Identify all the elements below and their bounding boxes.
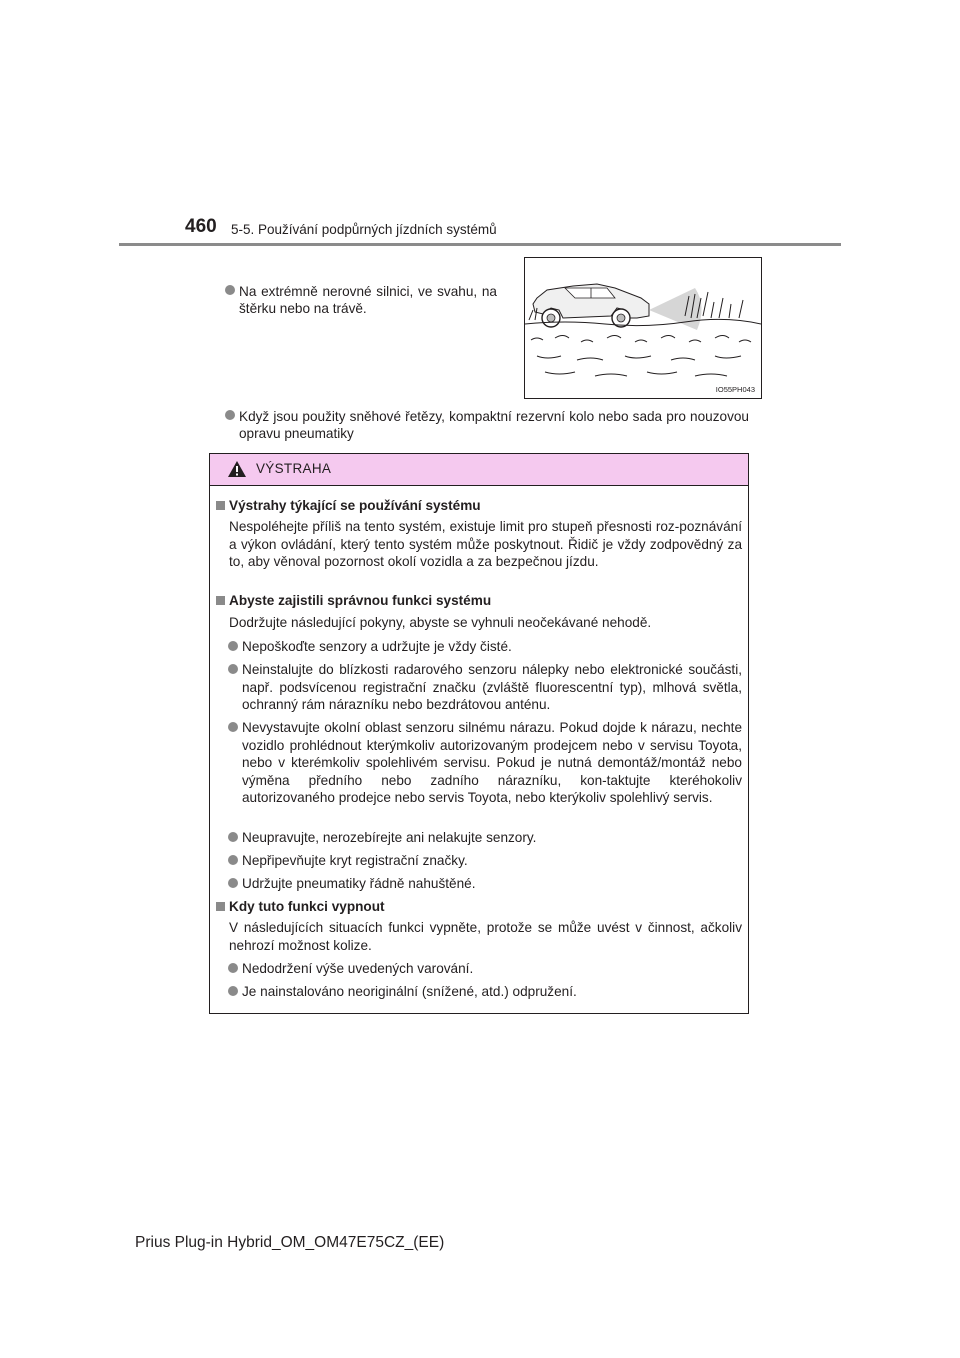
square-bullet-icon bbox=[216, 501, 225, 510]
bullet-icon bbox=[228, 986, 238, 996]
section-paragraph: Nespoléhejte příliš na tento systém, existuje limit pro stupeň přesnosti roz-poznávání a výkon ovládání, který tento systém může poskytnout. Řidič je vždy zodpovědný za to, aby věnoval pozornost okolí vozidla a za bezpečnou jízdu. bbox=[229, 519, 742, 570]
bullet-icon bbox=[228, 641, 238, 651]
bullet-icon bbox=[228, 832, 238, 842]
bullet-icon bbox=[225, 285, 235, 295]
square-bullet-icon bbox=[216, 596, 225, 605]
section-title: 5-5. Používání podpůrných jízdních systémů bbox=[231, 222, 497, 237]
bullet-icon bbox=[228, 878, 238, 888]
page-number: 460 bbox=[185, 216, 217, 237]
list-item: Nepoškoďte senzory a udržujte je vždy čisté. bbox=[228, 638, 742, 656]
bullet-icon bbox=[225, 410, 235, 420]
document-footer: Prius Plug-in Hybrid_OM_OM47E75CZ_(EE) bbox=[135, 1234, 445, 1251]
bullet-icon bbox=[228, 963, 238, 973]
section-heading: Abyste zajistili správnou funkci systému bbox=[216, 593, 491, 608]
bullet-icon bbox=[228, 722, 238, 732]
warning-box bbox=[209, 453, 749, 1014]
section-heading: Výstrahy týkající se používání systému bbox=[216, 498, 481, 513]
header-divider bbox=[119, 243, 841, 246]
list-item: Nedodržení výše uvedených varování. bbox=[228, 960, 742, 978]
illustration-code: IO55PH043 bbox=[715, 385, 755, 394]
warning-header bbox=[210, 454, 748, 486]
list-item: Nevystavujte okolní oblast senzoru silnému nárazu. Pokud dojde k nárazu, nechte vozidlo prohlédnout kterýmkoliv autorizovaným prodejcem nebo v servisu Toyota, nebo v kterémkoliv spolehlivém servisu. Pokud je nutná demontáž/montáž nebo výměna předního nebo zadního nárazníku, kon-taktujte kteréhokoliv autorizovaného prodejce nebo servis Toyota, nebo kterýkoliv spolehlivý servis. bbox=[228, 719, 742, 807]
bullet-text: Když jsou použity sněhové řetězy, kompaktní rezervní kolo nebo sada pro nouzovou opravu pneumatiky bbox=[239, 409, 749, 441]
bullet-text: Na extrémně nerovné silnici, ve svahu, na štěrku nebo na trávě. bbox=[239, 284, 497, 316]
section-heading: Kdy tuto funkci vypnout bbox=[216, 899, 385, 914]
warning-title: VÝSTRAHA bbox=[256, 461, 332, 476]
bullet-icon bbox=[228, 664, 238, 674]
bullet-icon bbox=[228, 855, 238, 865]
section-paragraph: V následujících situacích funkci vypněte, protože se může uvést v činnost, ačkoliv nehrozí možnost kolize. bbox=[229, 920, 742, 953]
list-item: Neupravujte, nerozebírejte ani nelakujte senzory. bbox=[228, 829, 742, 847]
list-item: Je nainstalováno neoriginální (snížené, atd.) odpružení. bbox=[228, 983, 742, 1001]
section-paragraph: Dodržujte následující pokyny, abyste se vyhnuli neočekávané nehodě. bbox=[229, 615, 652, 630]
square-bullet-icon bbox=[216, 902, 225, 911]
list-item: Neinstalujte do blízkosti radarového senzoru nálepky nebo elektronické součásti, např. podsvícenou registrační značku (zvláště fluorescentní typ), mlhová světla, ochranný rám nárazníku nebo bezdrátovou anténu. bbox=[228, 661, 742, 714]
bullet-rough-road bbox=[225, 283, 497, 317]
list-item: Nepřipevňujte kryt registrační značky. bbox=[228, 852, 742, 870]
list-item: Udržujte pneumatiky řádně nahuštěné. bbox=[228, 875, 742, 893]
warning-triangle-icon bbox=[227, 460, 247, 478]
bullet-snow-chains bbox=[225, 408, 749, 442]
car-on-rough-terrain-illustration bbox=[524, 257, 762, 399]
